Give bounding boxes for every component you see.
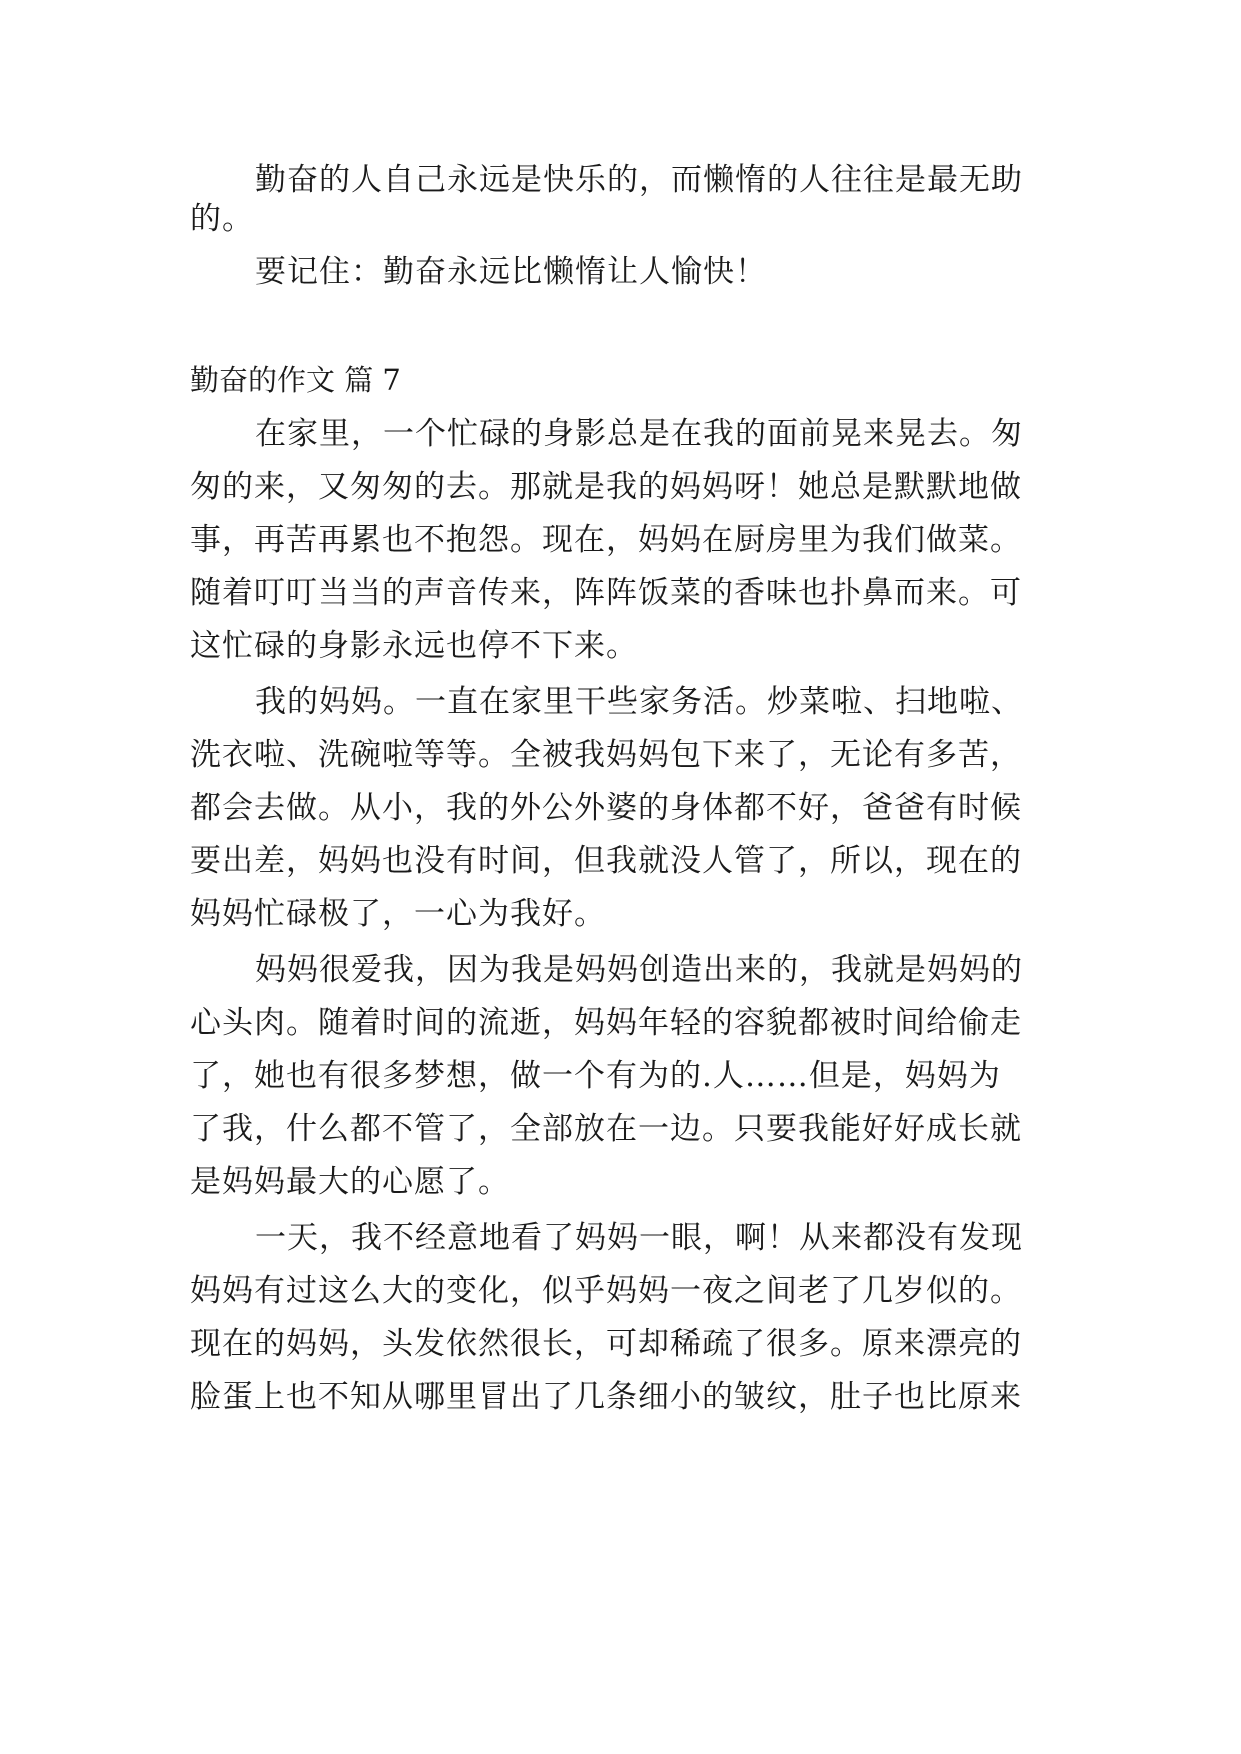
text-line: 都会去做。从小，我的外公外婆的身体都不好，爸爸有时候 (190, 790, 1022, 826)
text-line: 这忙碌的身影永远也停不下来。 (190, 628, 638, 664)
text-line: 的。 (190, 201, 254, 237)
text-line: 脸蛋上也不知从哪里冒出了几条细小的皱纹，肚子也比原来 (190, 1379, 1022, 1415)
text-line: 了，她也有很多梦想，做一个有为的.人……但是，妈妈为 (190, 1058, 1001, 1094)
text-line: 事，再苦再累也不抱怨。现在，妈妈在厨房里为我们做菜。 (190, 522, 1022, 558)
text-line: 是妈妈最大的心愿了。 (190, 1164, 510, 1200)
text-line: 匆的来，又匆匆的去。那就是我的妈妈呀！她总是默默地做 (190, 469, 1022, 505)
text-line: 了我，什么都不管了，全部放在一边。只要我能好好成长就 (190, 1111, 1022, 1147)
text-line: 在家里，一个忙碌的身影总是在我的面前晃来晃去。匆 (255, 416, 1023, 452)
text-line: 随着叮叮当当的声音传来，阵阵饭菜的香味也扑鼻而来。可 (190, 575, 1022, 611)
text-line: 现在的妈妈，头发依然很长，可却稀疏了很多。原来漂亮的 (190, 1326, 1022, 1362)
text-line: 勤奋的人自己永远是快乐的，而懒惰的人往往是最无助 (255, 162, 1023, 198)
text-line: 一天，我不经意地看了妈妈一眼，啊！从来都没有发现 (255, 1220, 1023, 1256)
text-line: 洗衣啦、洗碗啦等等。全被我妈妈包下来了，无论有多苦， (190, 737, 1022, 773)
text-line: 妈妈有过这么大的变化，似乎妈妈一夜之间老了几岁似的。 (190, 1273, 1022, 1309)
text-line: 妈妈很爱我，因为我是妈妈创造出来的，我就是妈妈的 (255, 952, 1023, 988)
text-line: 妈妈忙碌极了，一心为我好。 (190, 896, 606, 932)
text-line: 心头肉。随着时间的流逝，妈妈年轻的容貌都被时间给偷走 (190, 1005, 1022, 1041)
text-line: 我的妈妈。一直在家里干些家务活。炒菜啦、扫地啦、 (255, 684, 1023, 720)
section-title: 勤奋的作文 篇 7 (190, 363, 401, 397)
text-line: 要出差，妈妈也没有时间，但我就没人管了，所以，现在的 (190, 843, 1022, 879)
text-line: 要记住：勤奋永远比懒惰让人愉快！ (255, 254, 767, 290)
